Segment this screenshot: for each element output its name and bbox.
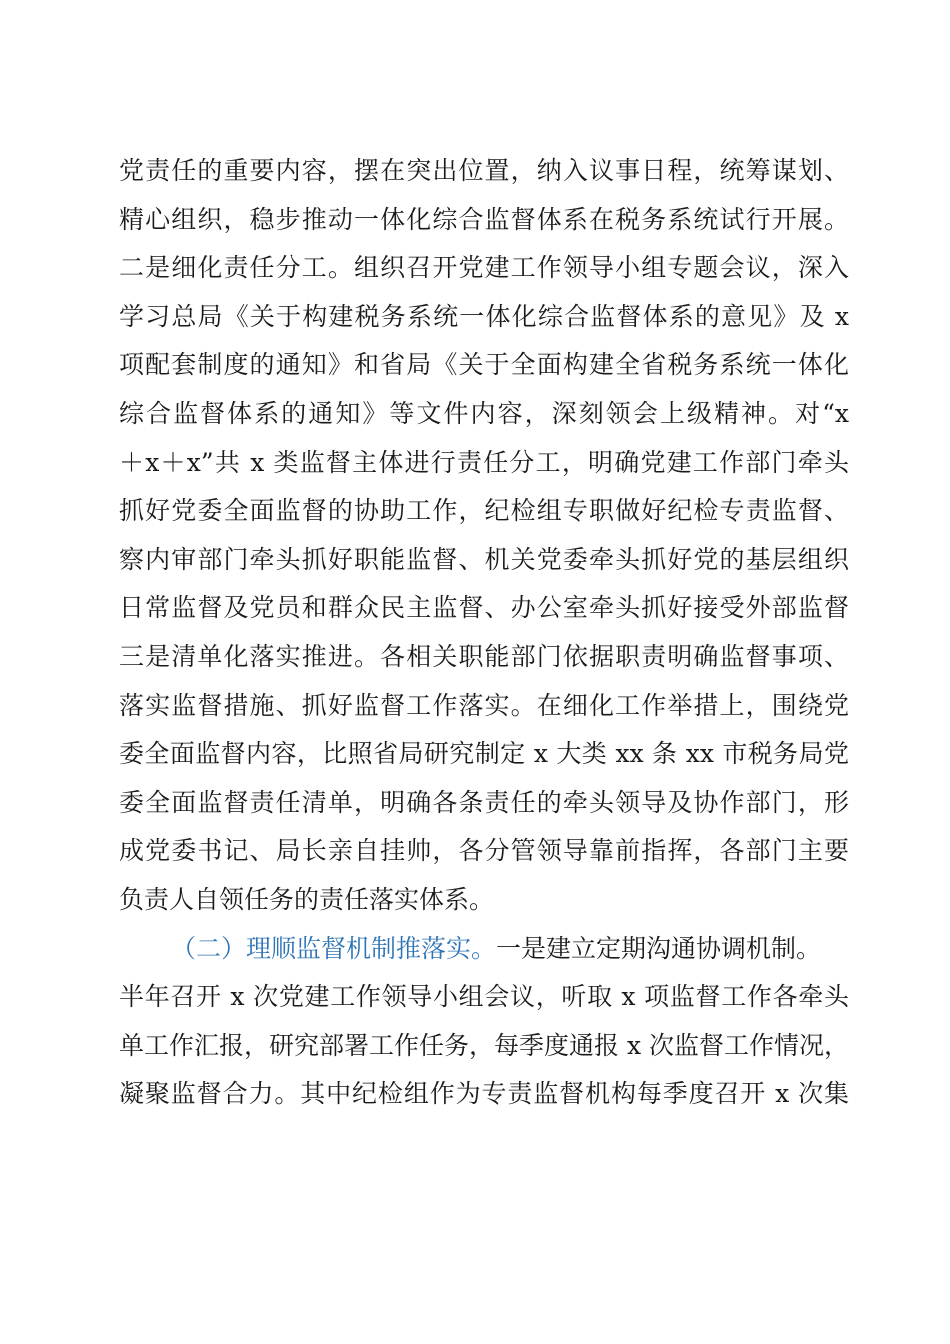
text-line: 单工作汇报，研究部署工作任务，每季度通报 x 次监督工作情况，	[119, 1030, 849, 1060]
section-2-first-line-text: 一是建立定期沟通协调机制。	[496, 933, 822, 963]
text-line: 抓好党委全面监督的协助工作，纪检组专职做好纪检专责监督、	[119, 496, 849, 526]
text-line: 学习总局《关于构建税务系统一体化综合监督体系的意见》及 x	[119, 301, 849, 331]
text-line: 项配套制度的通知》和省局《关于全面构建全省税务系统一体化	[119, 350, 849, 380]
text-line: 三是清单化落实推进。各相关职能部门依据职责明确监督事项、	[119, 641, 849, 671]
section-2-heading: （二）理顺监督机制推落实。	[171, 933, 497, 963]
section-2-first-line	[119, 925, 849, 974]
text-line: 落实监督措施、抓好监督工作落实。在细化工作举措上，围绕党	[119, 690, 849, 720]
text-line: ＋x＋x”共 x 类监督主体进行责任分工，明确党建工作部门牵头	[119, 447, 849, 477]
text-line: 综合监督体系的通知》等文件内容，深刻领会上级精神。对“x	[119, 398, 849, 428]
text-line: 党责任的重要内容，摆在突出位置，纳入议事日程，统筹谋划、	[119, 156, 849, 185]
text-line: 委全面监督内容，比照省局研究制定 x 大类 xx 条 xx 市税务局党	[119, 739, 849, 769]
text-line: 二是细化责任分工。组织召开党建工作领导小组专题会议，深入	[119, 253, 849, 283]
text-line: 察内审部门牵头抓好职能监督、机关党委牵头抓好党的基层组织	[119, 544, 849, 574]
text-line: 负责人自领任务的责任落实体系。	[119, 884, 495, 914]
text-line: 半年召开 x 次党建工作领导小组会议，听取 x 项监督工作各牵头	[119, 982, 849, 1012]
text-line: 日常监督及党员和群众民主监督、办公室牵头抓好接受外部监督	[119, 593, 849, 623]
text-line: 委全面监督责任清单，明确各条责任的牵头领导及协作部门，形	[119, 787, 849, 817]
text-line: 成党委书记、局长亲自挂帅，各分管领导靠前指挥，各部门主要	[119, 836, 849, 866]
text-line: 凝聚监督合力。其中纪检组作为专责监督机构每季度召开 x 次集	[119, 1079, 849, 1109]
text-line: 精心组织，稳步推动一体化综合监督体系在税务系统试行开展。	[119, 204, 849, 234]
body-text	[119, 147, 849, 1119]
